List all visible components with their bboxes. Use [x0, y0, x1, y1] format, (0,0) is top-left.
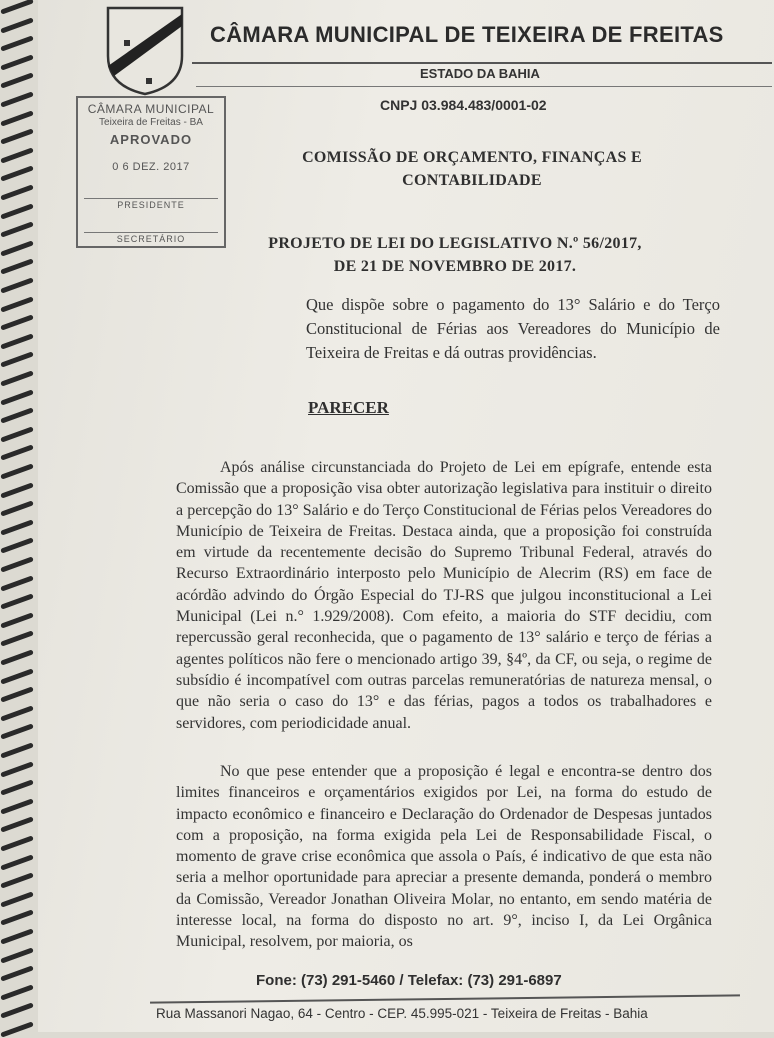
stamp-line1: CÂMARA MUNICIPAL [87, 102, 215, 116]
binding-coil [0, 54, 34, 70]
approval-stamp [76, 96, 226, 248]
committee-heading [262, 146, 682, 192]
binding-coil [0, 91, 34, 107]
binding-coil [0, 426, 34, 442]
binding-coil [0, 742, 34, 758]
state-subtitle: ESTADO DA BAHIA [420, 66, 540, 81]
binding-coil [0, 984, 34, 1000]
binding-coil [0, 649, 34, 665]
binding-coil [0, 761, 34, 777]
binding-coil [0, 668, 34, 684]
binding-coil [0, 705, 34, 721]
binding-coil [0, 1003, 34, 1019]
binding-coil [0, 556, 34, 572]
header-divider [192, 62, 772, 64]
binding-coil [0, 519, 34, 535]
committee-line1: COMISSÃO DE ORÇAMENTO, FINANÇAS E [302, 149, 642, 166]
binding-coil [0, 315, 34, 331]
ementa: Que dispõe sobre o pagamento do 13° Salário e do Terço Constitucional de Férias aos Vereadores do Município de Teixeira de Freitas e dá outras providências. [306, 295, 720, 362]
binding-coil [0, 445, 34, 461]
project-heading [220, 232, 690, 278]
binding-coil [0, 184, 34, 200]
spiral-binding [0, 0, 40, 1032]
binding-coil [0, 910, 34, 926]
binding-coil [0, 538, 34, 554]
project-line1: PROJETO DE LEI DO LEGISLATIVO N.º 56/2017, [268, 235, 642, 252]
binding-coil [0, 687, 34, 703]
binding-coil [0, 222, 34, 238]
binding-coil [0, 631, 34, 647]
binding-coil [0, 296, 34, 312]
stamp-line2: Teixeira de Freitas - BA [99, 117, 203, 128]
binding-coil [0, 501, 34, 517]
binding-coil [0, 277, 34, 293]
paragraph: Após análise circunstanciada do Projeto de Lei em epígrafe, entende esta Comissão que a proposição visa obter autorização legislativa para instituir o direito a percepção do 13° Salário e do Terço Constitucional de Férias pelos Vereadores do Município de Teixeira de Freitas. Destaca ainda, que a proposição foi construída em virtude da recentemente decisão do Supremo Tribunal Federal, através do Recurso Extraordinário interposto pelo Município de Alecrim (RS) em face de acórdão advindo do Órgão Especial do TJ-RS que julgou inconstitucional a Lei Municipal (Lei n.° 1.929/2008). Com efeito, a maioria do STF decidiu, com repercussão geral reconhecida, que o pagamento de 13° salário e terço de férias a agentes políticos não fere o mencionado artigo 39, §4º, da CF, ou seja, o regime de subsídio é incompatível com outras parcelas remuneratórias de natureza mensal, o que não seria o caso do 13° e das férias, pagos a todos os trabalhadores e servidores, com periodicidade anual. [176, 459, 712, 732]
binding-coil [0, 928, 34, 944]
binding-coil [0, 594, 34, 610]
project-line2: DE 21 DE NOVEMBRO DE 2017. [333, 258, 577, 275]
stamp-signature-president: PRESIDENTE [84, 198, 218, 210]
committee-line2: CONTABILIDADE [402, 172, 542, 189]
institution-title: CÂMARA MUNICIPAL DE TEIXEIRA DE FREITAS [210, 22, 724, 47]
binding-coil [0, 129, 34, 145]
binding-coil [0, 203, 34, 219]
binding-coil [0, 612, 34, 628]
binding-coil [0, 575, 34, 591]
binding-coil [0, 966, 34, 982]
binding-coil [0, 817, 34, 833]
binding-coil [0, 854, 34, 870]
paragraph: No que pese entender que a proposição é legal e encontra-se dentro dos limites financeiros e orçamentários exigidos por Lei, na forma do estudo de impacto econômico e financeiro e Declaração do Ordenador de Despesas juntados com a proposição, na forma exigida pela Lei de Responsabilidade Fiscal, o momento de grave crise econômica que assola o País, é indicativo de que esta não seria a melhor oportunidade para apreciar a presente demanda, ponderá o membro da Comissão, Vereador Jonathan Oliveira Molar, no entanto, em sendo matéria de interesse local, na forma do disposto no art. 9°, inciso I, da Lei Orgânica Municipal, resolvem, por maioria, os [176, 763, 712, 951]
cnpj: CNPJ 03.984.483/0001-02 [380, 97, 547, 113]
binding-coil [0, 798, 34, 814]
binding-coil [0, 1021, 34, 1037]
binding-coil [0, 259, 34, 275]
binding-coil [0, 780, 34, 796]
footer-phones: Fone: (73) 291-5460 / Telefax: (73) 291-6897 [256, 972, 562, 989]
parecer-title: PARECER [308, 398, 389, 417]
binding-coil [0, 370, 34, 386]
binding-coil [0, 482, 34, 498]
binding-coil [0, 873, 34, 889]
binding-coil [0, 724, 34, 740]
binding-coil [0, 240, 34, 256]
header-divider-2 [196, 86, 772, 87]
binding-coil [0, 110, 34, 126]
binding-coil [0, 17, 34, 33]
binding-coil [0, 835, 34, 851]
binding-coil [0, 73, 34, 89]
binding-coil [0, 333, 34, 349]
binding-coil [0, 0, 34, 15]
binding-coil [0, 408, 34, 424]
binding-coil [0, 947, 34, 963]
stamp-signature-secretary: SECRETÁRIO [84, 232, 218, 244]
stamp-status: APROVADO [109, 132, 193, 147]
footer-address: Rua Massanori Nagao, 64 - Centro - CEP. 45.995-021 - Teixeira de Freitas - Bahia [156, 1006, 648, 1021]
binding-coil [0, 147, 34, 163]
binding-coil [0, 352, 34, 368]
binding-coil [0, 463, 34, 479]
binding-coil [0, 36, 34, 52]
binding-coil [0, 166, 34, 182]
binding-coil [0, 389, 34, 405]
stamp-date: 0 6 DEZ. 2017 [112, 161, 190, 173]
binding-coil [0, 891, 34, 907]
coat-of-arms-logo [104, 4, 186, 96]
